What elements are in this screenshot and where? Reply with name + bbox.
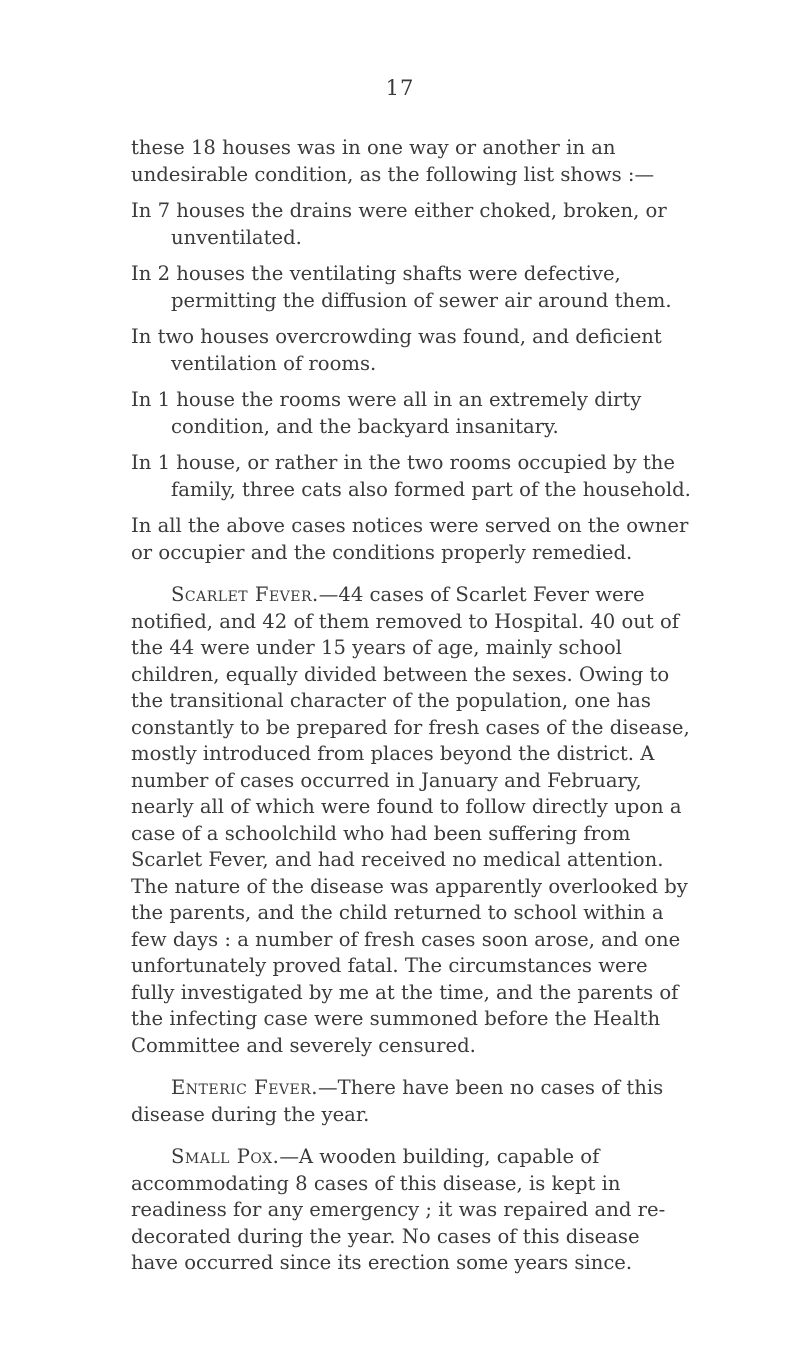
scarlet-fever-paragraph xyxy=(131,582,691,1059)
intro-paragraph: these 18 houses was in one way or another in an undesirable condition, as the following list shows :— xyxy=(131,136,655,186)
list-item: In 7 houses the drains were either choked, broken, or unventilated. xyxy=(131,199,667,249)
body-text xyxy=(131,135,691,1277)
list-item: In 1 house, or rather in the two rooms occupied by the family, three cats also formed part of the household. xyxy=(131,451,691,501)
enteric-fever-paragraph xyxy=(131,1075,691,1128)
small-pox-paragraph xyxy=(131,1144,691,1277)
small-pox-heading: Small Pox. xyxy=(171,1145,280,1168)
list-item: In two houses overcrowding was found, and deficient ventilation of rooms. xyxy=(131,325,662,375)
notices-paragraph: In all the above cases notices were served on the owner or occupier and the conditions properly remedied. xyxy=(131,514,689,564)
enteric-fever-heading: Enteric Fever. xyxy=(171,1076,319,1099)
enteric-fever-text: —There have been no cases of this disease during the year. xyxy=(131,1076,664,1126)
scarlet-fever-heading: Scarlet Fever. xyxy=(171,583,319,606)
list-item: In 2 houses the ventilating shafts were defective, permitting the diffusion of sewer air around them. xyxy=(131,262,672,312)
scarlet-fever-text: —44 cases of Scarlet Fever were notified, and 42 of them removed to Hospital. 40 out of the 44 were under 15 years of age, mainly school children, equally divided between the sexes. Owing to the transitional character of the population, one has constantly to be prepared for fresh cases of the disease, mostly introduced from places beyond the district. A number of cases occurred in January and February, nearly all of which were found to follow directly upon a case of a schoolchild who had been suffering from Scarlet Fever, and had received no medical attention. The nature of the disease was apparently overlooked by the parents, and the child returned to school within a few days : a number of fresh cases soon arose, and one unfortunately proved fatal. The circumstances were fully investigated by me at the time, and the parents of the infecting case were summoned before the Health Committee and severely censured. xyxy=(131,583,690,1057)
small-pox-text: —A wooden building, capable of accommodating 8 cases of this disease, is kept in readiness for any emergency ; it was repaired and re-decorated during the year. No cases of this disease have occurred since its erection some years since. xyxy=(131,1145,666,1274)
page-number: 17 xyxy=(385,76,415,100)
list-item: In 1 house the rooms were all in an extremely dirty condition, and the backyard insanitary. xyxy=(131,388,642,438)
defects-list xyxy=(131,198,691,503)
